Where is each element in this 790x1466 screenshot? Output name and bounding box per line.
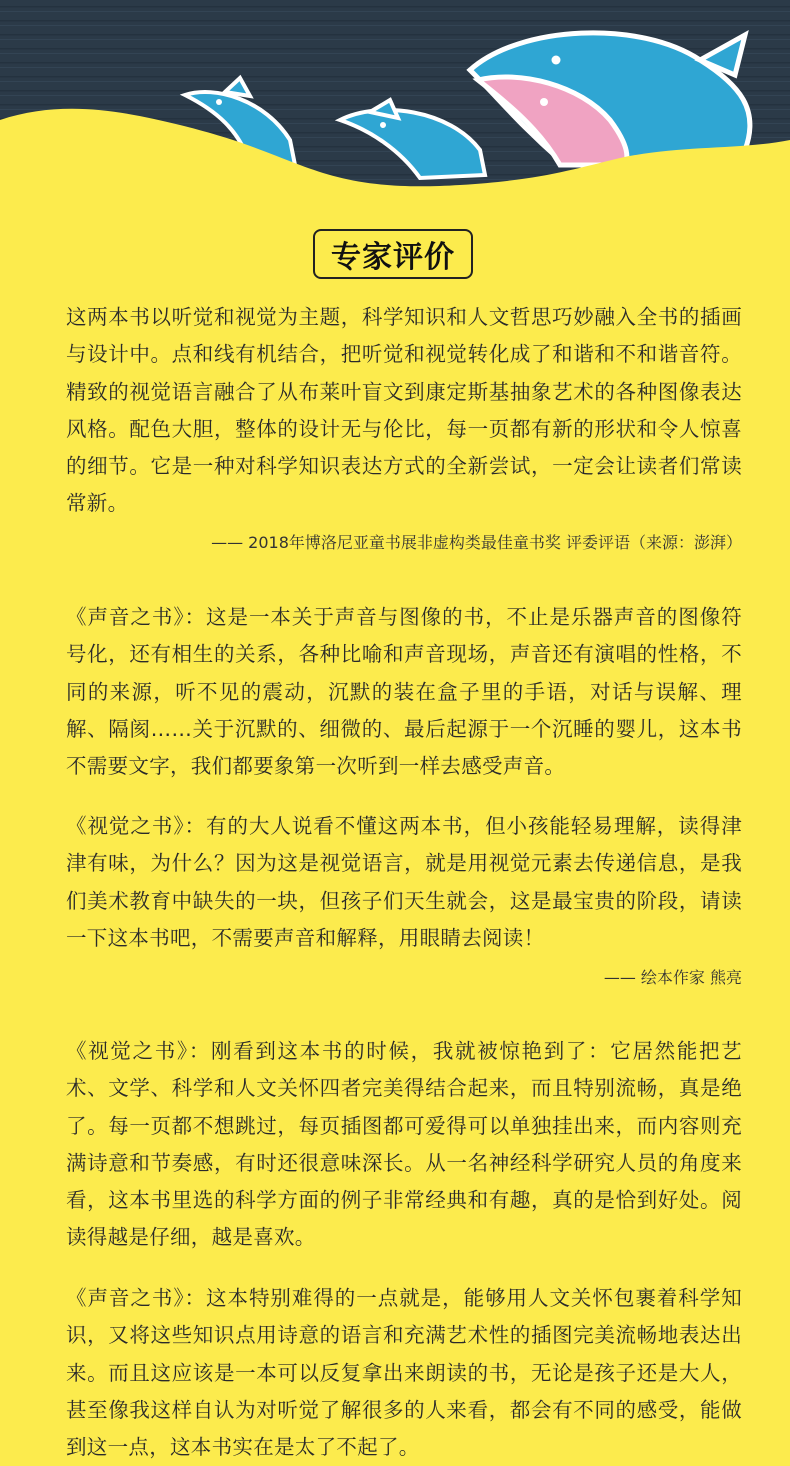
review-attribution-1: —— 2018年博洛尼亚童书展非虚构类最佳童书奖 评委评语（来源：澎湃）	[211, 533, 742, 552]
review-attribution-3: —— 绘本作家 熊亮	[603, 968, 742, 987]
review-paragraph-1: 这两本书以听觉和视觉为主题，科学知识和人文哲思巧妙融入全书的插画与设计中。点和线有机结合，把听觉和视觉转化成了和谐和不和谐音符。精致的视觉语言融合了从布莱叶盲文到康定斯基抽象艺术的各种图像表达风格。配色大胆，整体的设计无与伦比，每一页都有新的形状和令人惊喜的细节。它是一种对科学知识表达方式的全新尝试，一定会让读者们常读常新。	[66, 305, 742, 516]
review-paragraph-4: 《视觉之书》：刚看到这本书的时候，我就被惊艳到了：它居然能把艺术、文学、科学和人文关怀四者完美得结合起来，而且特别流畅，真是绝了。每一页都不想跳过，每页插图都可爱得可以单独挂出来，而内容则充满诗意和节奏感，有时还很意味深长。从一名神经科学研究人员的角度来看，这本书里选的科学方面的例子非常经典和有趣，真的是恰到好处。阅读得越是仔细，越是喜欢。	[66, 1039, 742, 1250]
page-title: 专家评价	[313, 229, 473, 279]
review-paragraph-2: 《声音之书》：这是一本关于声音与图像的书，不止是乐器声音的图像符号化，还有相生的关系，各种比喻和声音现场，声音还有演唱的性格，不同的来源，听不见的震动，沉默的装在盒子里的手语，对话与误解、理解、隔阂……关于沉默的、细微的、最后起源于一个沉睡的婴儿，这本书不需要文字，我们都要象第一次听到一样去感受声音。	[66, 605, 742, 779]
review-paragraph-5: 《声音之书》：这本特别难得的一点就是，能够用人文关怀包裹着科学知识，又将这些知识点用诗意的语言和充满艺术性的插图完美流畅地表达出来。而且这应该是一本可以反复拿出来朗读的书，无论是孩子还是大人，甚至像我这样自认为对听觉了解很多的人来看，都会有不同的感受，能做到这一点，这本书实在是太了不起了。	[66, 1286, 742, 1460]
review-paragraph-3: 《视觉之书》：有的大人说看不懂这两本书，但小孩能轻易理解，读得津津有味，为什么？因为这是视觉语言，就是用视觉元素去传递信息，是我们美术教育中缺失的一块，但孩子们天生就会，这是最宝贵的阶段，请读一下这本书吧，不需要声音和解释，用眼睛去阅读！	[66, 814, 742, 950]
dolphin-banner	[0, 0, 790, 200]
